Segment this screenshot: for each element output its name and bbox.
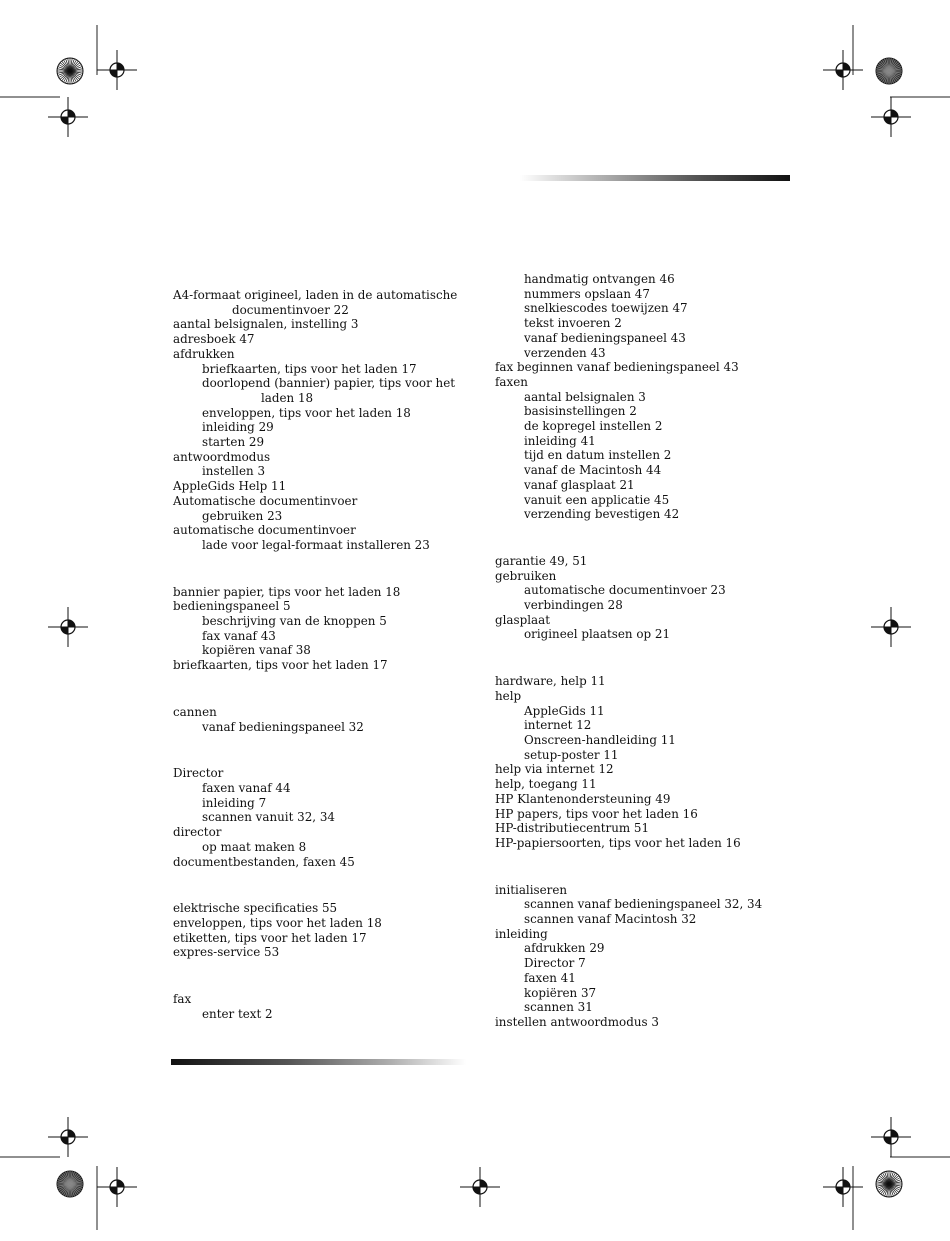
index-entry: A4-formaat origineel, laden in de automatische (173, 288, 458, 302)
index-entry: AppleGids Help 11 (173, 479, 287, 494)
index-entry: hardware, help 11 (495, 674, 606, 689)
index-subentry: snelkiescodes toewijzen 47 (524, 301, 688, 316)
index-section-gap (173, 673, 473, 705)
index-subentry: verzenden 43 (524, 345, 606, 360)
index-subentry: lade voor legal-formaat installeren 23 (202, 537, 430, 552)
index-subentry: instellen 3 (202, 464, 266, 479)
index-entry: bannier papier, tips voor het laden 18 (173, 584, 401, 599)
index-subentry: de kopregel instellen 2 (524, 419, 663, 434)
index-section-gap (173, 960, 473, 992)
index-column-left (173, 288, 473, 1021)
index-subentry: vanaf bedieningspaneel 32 (202, 719, 364, 734)
header-gradient-bar (520, 175, 790, 181)
footer-gradient-bar (171, 1059, 466, 1065)
index-entry: afdrukken (173, 346, 235, 361)
index-subentry-continuation: laden 18 (261, 390, 314, 405)
index-entry: fax (173, 992, 192, 1007)
index-subentry: AppleGids 11 (524, 703, 605, 718)
index-subentry: handmatig ontvangen 46 (524, 272, 675, 286)
index-subentry: faxen vanaf 44 (202, 780, 291, 795)
registration-target-icon (97, 50, 137, 90)
index-subentry: vanuit een applicatie 45 (524, 492, 670, 507)
index-entry: expres-service 53 (173, 945, 280, 960)
index-subentry: vanaf bedieningspaneel 43 (524, 330, 686, 345)
index-entry: garantie 49, 51 (495, 553, 588, 568)
registration-target-icon (48, 97, 88, 137)
index-entry: antwoordmodus (173, 449, 271, 464)
index-entry: HP Klantenondersteuning 49 (495, 791, 671, 806)
index-subentry: vanaf glasplaat 21 (524, 477, 635, 492)
index-entry: help (495, 688, 522, 703)
index-subentry: tekst invoeren 2 (524, 316, 622, 331)
registration-target-icon (48, 607, 88, 647)
index-entry: instellen antwoordmodus 3 (495, 1014, 659, 1029)
index-section-gap (173, 869, 473, 901)
index-entry: HP-distributiecentrum 51 (495, 821, 650, 836)
index-subentry: scannen vanuit 32, 34 (202, 810, 335, 825)
index-subentry: tijd en datum instellen 2 (524, 448, 672, 463)
index-subentry: inleiding 7 (202, 795, 267, 810)
index-subentry: afdrukken 29 (524, 941, 605, 956)
index-subentry: setup-poster 11 (524, 747, 619, 762)
index-entry: automatische documentinvoer (173, 523, 356, 538)
index-subentry: verzending bevestigen 42 (524, 507, 680, 522)
color-starburst-icon (876, 1171, 902, 1197)
color-starburst-icon (57, 1171, 83, 1197)
index-subentry: Onscreen-handleiding 11 (524, 732, 676, 747)
index-subentry: verbindingen 28 (524, 598, 623, 613)
index-entry-continuation: documentinvoer 22 (232, 302, 349, 317)
index-entry: HP-papiersoorten, tips voor het laden 16 (495, 835, 741, 850)
index-subentry: automatische documentinvoer 23 (524, 583, 726, 598)
index-entry: faxen (495, 374, 528, 389)
registration-target-icon (460, 1167, 500, 1207)
index-entry: help, toegang 11 (495, 777, 597, 792)
index-subentry: inleiding 41 (524, 433, 596, 448)
color-starburst-icon (57, 58, 83, 84)
index-entry: initialiseren (495, 882, 568, 897)
index-column-right (495, 272, 795, 1030)
index-entry: director (173, 825, 222, 840)
index-section-gap (495, 851, 795, 883)
index-subentry: aantal belsignalen 3 (524, 389, 646, 404)
index-subentry: Director 7 (524, 956, 586, 971)
index-subentry: enveloppen, tips voor het laden 18 (202, 405, 411, 420)
index-subentry: vanaf de Macintosh 44 (524, 463, 662, 478)
index-entry: elektrische specificaties 55 (173, 901, 338, 916)
index-entry: Director (173, 766, 224, 781)
registration-target-icon (823, 50, 863, 90)
index-entry: help via internet 12 (495, 762, 614, 777)
index-subentry: scannen 31 (524, 1000, 593, 1015)
index-section-gap (173, 553, 473, 585)
index-entry: adresboek 47 (173, 332, 255, 347)
registration-target-icon (871, 1117, 911, 1157)
index-subentry: scannen vanaf bedieningspaneel 32, 34 (524, 897, 763, 912)
index-entry: cannen (173, 704, 217, 719)
registration-target-icon (871, 607, 911, 647)
index-subentry: basisinstellingen 2 (524, 404, 637, 419)
index-subentry: fax vanaf 43 (202, 628, 276, 643)
index-subentry: origineel plaatsen op 21 (524, 627, 671, 642)
index-entry: documentbestanden, faxen 45 (173, 854, 355, 869)
index-subentry: scannen vanaf Macintosh 32 (524, 912, 697, 927)
index-subentry: op maat maken 8 (202, 839, 307, 854)
index-section-gap (495, 522, 795, 554)
index-subentry: enter text 2 (202, 1006, 273, 1021)
index-subentry: kopiëren vanaf 38 (202, 643, 311, 658)
index-entry: gebruiken (495, 568, 557, 583)
index-subentry: internet 12 (524, 718, 592, 733)
index-subentry: faxen 41 (524, 970, 576, 985)
index-subentry: starten 29 (202, 435, 265, 450)
index-entry: Automatische documentinvoer (173, 493, 358, 508)
index-entry: fax beginnen vanaf bedieningspaneel 43 (495, 360, 739, 375)
index-section-gap (173, 734, 473, 766)
index-entry: briefkaarten, tips voor het laden 17 (173, 658, 388, 673)
index-entry: enveloppen, tips voor het laden 18 (173, 915, 382, 930)
index-subentry: kopiëren 37 (524, 985, 597, 1000)
index-subentry: nummers opslaan 47 (524, 286, 650, 301)
registration-target-icon (871, 97, 911, 137)
index-entry: aantal belsignalen, instelling 3 (173, 317, 359, 332)
index-subentry: inleiding 29 (202, 420, 274, 435)
index-entry: inleiding (495, 926, 548, 941)
index-entry: etiketten, tips voor het laden 17 (173, 930, 367, 945)
index-entry: HP papers, tips voor het laden 16 (495, 806, 698, 821)
index-subentry: briefkaarten, tips voor het laden 17 (202, 361, 417, 376)
index-subentry: gebruiken 23 (202, 508, 283, 523)
index-subentry: doorlopend (bannier) papier, tips voor het (202, 376, 456, 391)
index-section-gap (495, 642, 795, 674)
registration-target-icon (823, 1167, 863, 1207)
color-starburst-icon (876, 58, 902, 84)
index-subentry: beschrijving van de knoppen 5 (202, 614, 387, 629)
index-entry: glasplaat (495, 612, 550, 627)
registration-target-icon (48, 1117, 88, 1157)
index-entry: bedieningspaneel 5 (173, 599, 291, 614)
registration-target-icon (97, 1167, 137, 1207)
